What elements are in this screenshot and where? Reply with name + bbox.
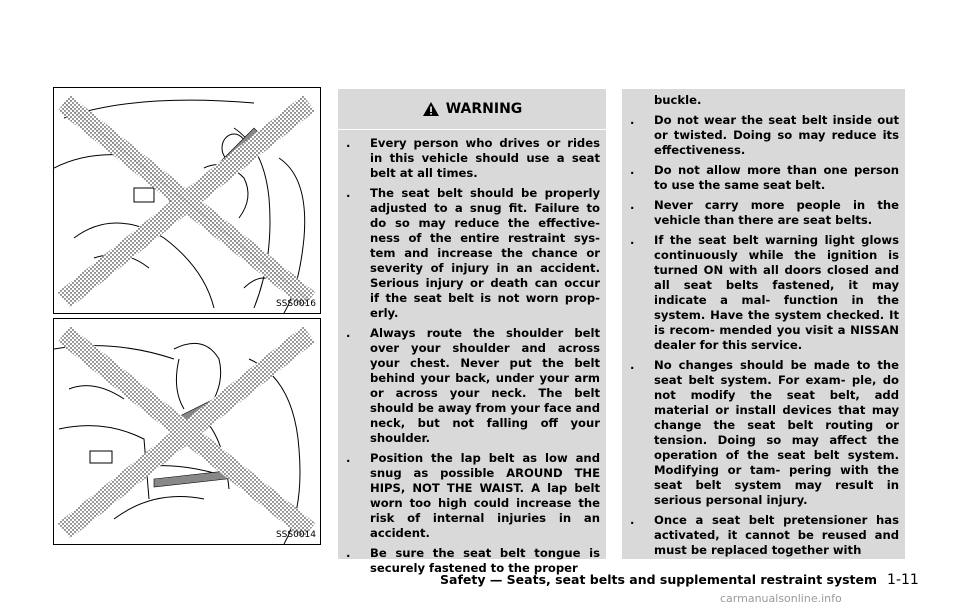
figure-caption: SSS0014 <box>275 530 316 540</box>
list-item: . Be sure the seat belt tongue is securely fastened to the proper <box>346 546 600 575</box>
list-item: . Always route the shoulder belt over your shoulder and across your chest. Never put the belt behind your back, under your arm or across your neck. The belt should be away from your face and neck, but not falling off your shoulder. <box>346 326 600 445</box>
warning-heading <box>338 89 606 130</box>
list-item: . Never carry more people in the vehicle than there are seat belts. <box>630 198 899 227</box>
illustration-incorrect-belt-routing <box>53 87 321 314</box>
watermark: carmanualsonline.info <box>720 592 842 605</box>
section-title: Safety — Seats, seat belts and supplemental restraint system <box>440 572 878 587</box>
page-number: 1-11 <box>887 572 919 588</box>
page-footer <box>440 572 919 588</box>
list-item: . Position the lap belt as low and snug as possible AROUND THE HIPS, NOT THE WAIST. A lap belt worn too high could increase the risk of internal injuries in an accident. <box>346 451 600 540</box>
warning-box <box>338 89 606 575</box>
list-item: . Do not allow more than one person to use the same seat belt. <box>630 163 899 192</box>
warning-triangle-icon <box>422 101 440 117</box>
list-item: . If the seat belt warning light glows continuously while the ignition is turned ON with all doors closed and all seat belts fastened, it may indicate a mal- function in the system. Have the system checked. It is recom- mended you visit a NISSAN dealer for this service. <box>630 233 899 352</box>
illustration-incorrect-belt-position <box>53 318 321 545</box>
warning-list-continued <box>622 113 905 558</box>
seat-belt-illustration-1 <box>54 88 320 313</box>
warning-title: WARNING <box>445 101 523 117</box>
warning-list <box>338 136 606 576</box>
figure-caption: SSS0016 <box>275 299 316 309</box>
continued-text: buckle. <box>654 93 702 107</box>
warning-box-continued <box>622 89 905 559</box>
list-item: . The seat belt should be properly adjusted to a snug fit. Failure to do so may reduce the effective- ness of the entire restraint sys- tem and increase the chance or severity of injury in an accident. Serious injury or death can occur if the seat belt is not worn prop- erly. <box>346 186 600 320</box>
list-item: . Once a seat belt pretensioner has activated, it cannot be reused and must be replaced together with <box>630 513 899 557</box>
list-item: . Do not wear the seat belt inside out or twisted. Doing so may reduce its effectiveness. <box>630 113 899 157</box>
seat-belt-illustration-2 <box>54 319 320 544</box>
list-item: . No changes should be made to the seat belt system. For exam- ple, do not modify the seat belt, add material or install devices that may change the seat belt routing or tension. Doing so may affect the operation of the seat belt system. Modifying or tam- pering with the seat belt system may result in serious personal injury. <box>630 358 899 507</box>
list-item: . Every person who drives or rides in this vehicle should use a seat belt at all times. <box>346 136 600 180</box>
